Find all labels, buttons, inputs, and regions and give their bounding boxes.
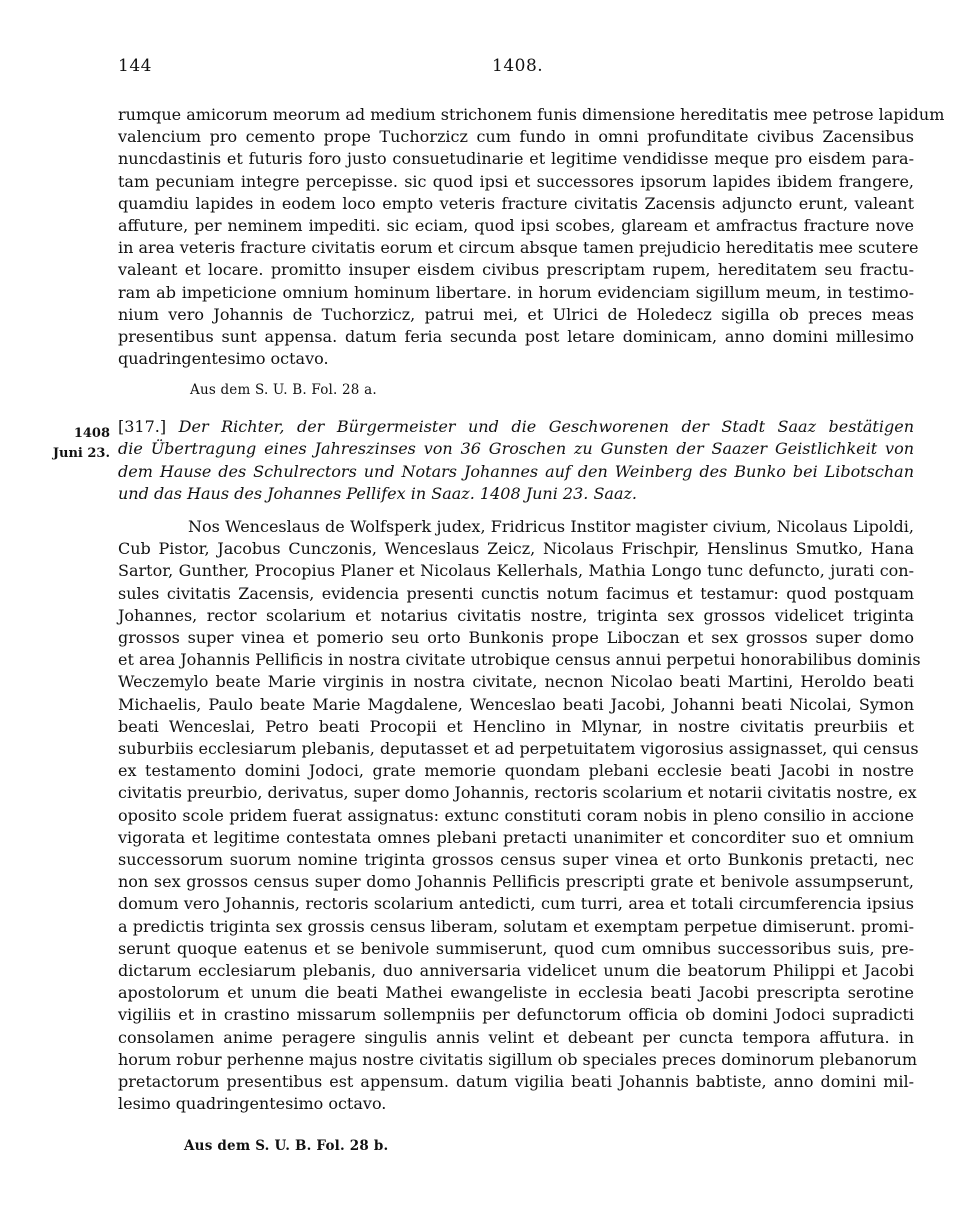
- text-line: nium vero Johannis de Tuchorzicz, patrui mei, et Ulrici de Holedecz sigilla ob preces meas: [118, 304, 914, 324]
- text-line: oposito scole pridem fuerat assignatus: extunc constituti coram nobis in pleno consilio in accione: [118, 805, 914, 825]
- text-line: lesimo quadringentesimo octavo.: [118, 1094, 387, 1114]
- regest-line: die Übertragung eines Jahreszinses von 36 Groschen zu Gunsten der Saazer Geistlichkeit von: [118, 439, 914, 459]
- previous-document-text: [118, 104, 945, 370]
- text-line: vigiliis et in crastino missarum sollempniis per defunctorum officia ob domini Jodoci supradicti: [118, 1005, 914, 1025]
- text-line: grossos super vinea et pomerio seu orto Bunkonis prope Liboczan et sex grossos super domo: [118, 628, 914, 648]
- text-line: Cub Pistor, Jacobus Cunczonis, Wenceslaus Zeicz, Nicolaus Frischpir, Henslinus Smutko, Hana: [118, 539, 914, 559]
- text-line: ex testamento domini Jodoci, grate memorie quondam plebani ecclesie beati Jacobi in nostre: [118, 761, 914, 781]
- regest-line-first: [118, 416, 914, 438]
- text-line: presentibus sunt appensa. datum feria secunda post letare dominicam, anno domini millesimo: [118, 327, 914, 347]
- text-line: suburbiis ecclesiarum plebanis, deputasset et ad perpetuitatem vigorosius assignasset, qui census: [118, 739, 919, 759]
- text-line: Sartor, Gunther, Procopius Planer et Nicolaus Kellerhals, Mathia Longo tunc defuncto, jurati con-: [118, 561, 914, 581]
- text-line: beati Wenceslai, Petro beati Procopii et Henclino in Mlynar, in nostre civitatis preurbiis et: [118, 716, 914, 736]
- margin-date: Juni 23.: [52, 446, 110, 461]
- text-line: Michaelis, Paulo beate Marie Magdalene, Wenceslao beati Jacobi, Johanni beati Nicolai, Symon: [118, 694, 914, 714]
- regest-line: und das Haus des Johannes Pellifex in Saaz. 1408 Juni 23. Saaz.: [118, 484, 638, 504]
- text-line: et area Johannis Pellificis in nostra civitate utrobique census annui perpetui honorabilibus dominis: [118, 650, 921, 670]
- text-line: domum vero Johannis, rectoris scolarium antedicti, cum turri, area et totali circumferencia ipsius: [118, 894, 914, 914]
- text-line: affuture, per neminem impediti. sic eciam, quod ipsi scobes, glaream et amfractus fracture nove: [118, 216, 914, 236]
- running-year: 1408.: [492, 56, 544, 76]
- text-line: rumque amicorum meorum ad medium strichonem funis dimensione hereditatis mee petrose lapidum: [118, 105, 945, 124]
- document-number: [317.]: [118, 417, 167, 436]
- text-line: pretactorum presentibus est appensum. datum vigilia beati Johannis babtiste, anno domini mil-: [118, 1072, 914, 1092]
- document-body: [118, 516, 921, 1115]
- text-line: valencium pro cemento prope Tuchorzicz cum fundo in omni profunditate civibus Zacensibus: [118, 127, 914, 147]
- source-note: Aus dem S. U. B. Fol. 28 a.: [190, 382, 377, 398]
- text-line: Nos Wenceslaus de Wolfsperk judex, Fridricus Institor magister civium, Nicolaus Lipoldi,: [188, 517, 914, 536]
- text-line: Johannes, rector scolarium et notarius civitatis nostre, triginta sex grossos videlicet triginta: [118, 605, 914, 625]
- text-line: quadringentesimo octavo.: [118, 349, 329, 369]
- text-line: apostolorum et unum die beati Mathei ewangeliste in ecclesia beati Jacobi prescripta serotine: [118, 983, 914, 1003]
- text-line: vigorata et legitime contestata omnes plebani pretacti unanimiter et concorditer suo et omnium: [118, 827, 914, 847]
- regest-line: dem Hause des Schulrectors und Notars Johannes auf den Weinberg des Bunko bei Libotschan: [118, 461, 914, 481]
- document-regest: [118, 416, 914, 506]
- margin-year: 1408: [73, 426, 110, 441]
- text-line: non sex grossos census super domo Johannis Pellificis prescripti grate et benivole assumpserunt,: [118, 872, 914, 892]
- running-header: [118, 56, 914, 82]
- margin-date-note: [30, 424, 110, 464]
- text-line: nuncdastinis et futuris foro justo consuetudinarie et legitime vendidisse meque pro eisdem para-: [118, 149, 914, 169]
- text-line: a predictis triginta sex grossis census liberam, solutam et exemptam perpetue dimiserunt. promi-: [118, 916, 914, 936]
- page-number: 144: [118, 56, 152, 76]
- text-line: Weczemylo beate Marie virginis in nostra civitate, necnon Nicolao beati Martini, Heroldo beati: [118, 672, 914, 692]
- text-line: sules civitatis Zacensis, evidencia presenti cunctis notum facimus et testamur: quod postquam: [118, 583, 914, 603]
- text-line: successorum suorum nomine triginta grossos census super vinea et orto Bunkonis pretacti, nec: [118, 850, 914, 870]
- text-line: serunt quoque eatenus et se benivole summiserunt, quod cum omnibus successoribus suis, pre-: [118, 938, 914, 958]
- text-line: in area veteris fracture civitatis eorum et circum absque tamen prejudicio hereditatis mee scutere: [118, 238, 919, 258]
- text-line: consolamen anime peragere singulis annis velint et debeant per cuncta tempora affutura. in: [118, 1027, 914, 1047]
- text-line: valeant et locare. promitto insuper eisdem civibus prescriptam rupem, hereditatem seu fractu-: [118, 260, 914, 280]
- text-line: civitatis preurbio, derivatus, super domo Johannis, rectoris scolarium et notarii civitatis nostre, ex: [118, 783, 917, 803]
- text-line: horum robur perhenne majus nostre civitatis sigillum ob speciales preces dominorum plebanorum: [118, 1049, 918, 1069]
- text-line: dictarum ecclesiarum plebanis, duo anniversaria videlicet unum die beatorum Philippi et Jacobi: [118, 961, 914, 981]
- text-line: ram ab impeticione omnium hominum libertare. in horum evidenciam sigillum meum, in testimo-: [118, 282, 914, 302]
- source-note: Aus dem S. U. B. Fol. 28 b.: [184, 1138, 389, 1154]
- regest-text: Der Richter, der Bürgermeister und die Geschworenen der Stadt Saaz bestätigen: [178, 417, 914, 436]
- text-line: quamdiu lapides in eodem loco empto veteris fracture civitatis Zacensis adjuncto erunt, valeant: [118, 193, 914, 213]
- text-line: tam pecuniam integre percepisse. sic quod ipsi et successores ipsorum lapides ibidem frangere,: [118, 171, 914, 191]
